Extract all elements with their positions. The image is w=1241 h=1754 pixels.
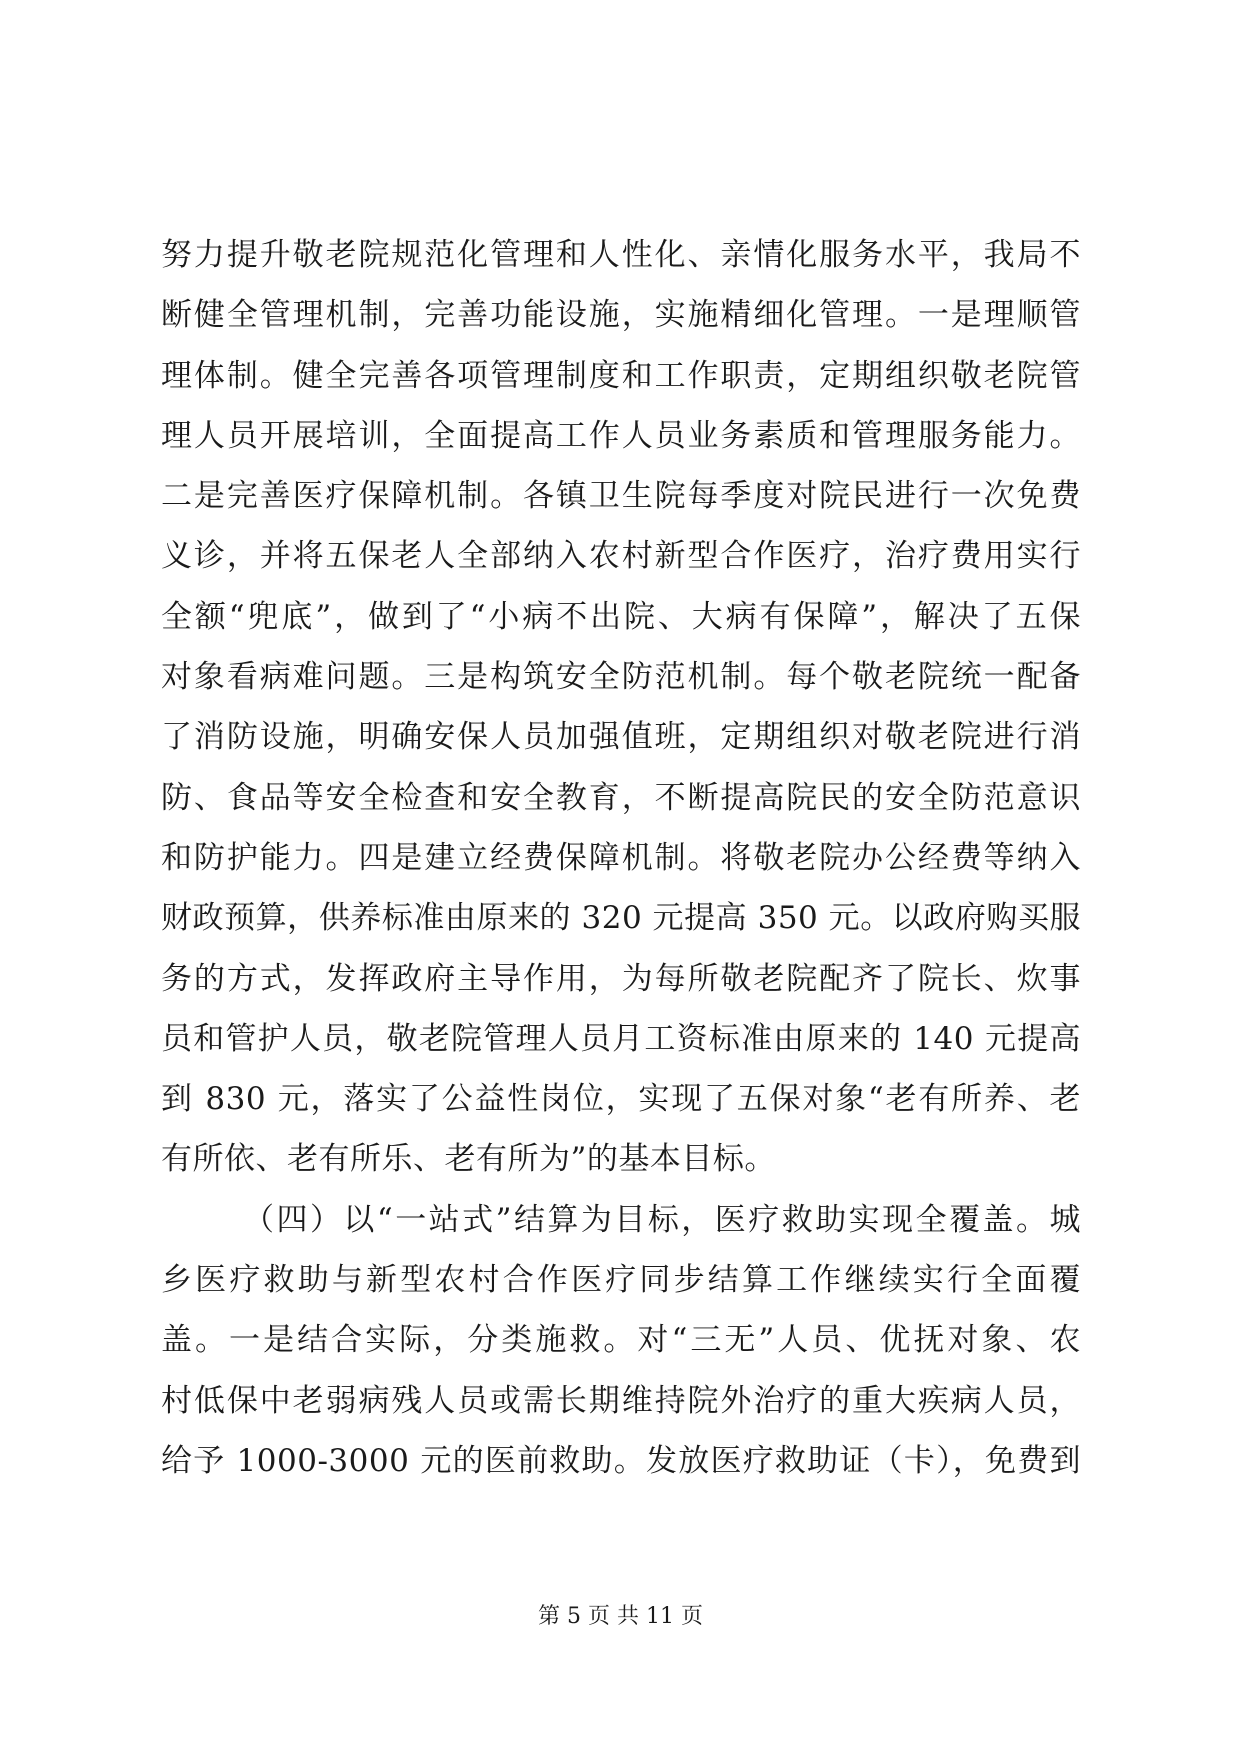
paragraph-last-line: 有所依、老有所乐、老有所为”的基本目标。 — [161, 1141, 776, 1178]
text-line: 乡医疗救助与新型农村合作医疗同步结算工作继续实行全面覆 — [161, 1262, 1081, 1299]
text-line: 盖。一是结合实际，分类施救。对“三无”人员、优抚对象、农 — [161, 1322, 1081, 1359]
text-line: 防、食品等安全检查和安全教育，不断提高院民的安全防范意识 — [161, 779, 1081, 816]
text-line: 努力提升敬老院规范化管理和人性化、亲情化服务水平，我局不 — [161, 237, 1081, 273]
text-line: 义诊，并将五保老人全部纳入农村新型合作医疗，治疗费用实行 — [161, 538, 1081, 575]
text-line: 二是完善医疗保障机制。各镇卫生院每季度对院民进行一次免费 — [161, 478, 1081, 515]
text-line: 断健全管理机制，完善功能设施，实施精细化管理。一是理顺管 — [161, 297, 1081, 334]
text-line: 理人员开展培训，全面提高工作人员业务素质和管理服务能力。 — [161, 417, 1081, 454]
text-line: 对象看病难问题。三是构筑安全防范机制。每个敬老院统一配备 — [161, 659, 1081, 696]
text-line: 员和管护人员，敬老院管理人员月工资标准由原来的 140 元提高 — [161, 1020, 1081, 1057]
section-heading-line: （四）以“一站式”结算为目标，医疗救助实现全覆盖。城 — [243, 1201, 1081, 1238]
text-line: 了消防设施，明确安保人员加强值班，定期组织对敬老院进行消 — [161, 719, 1081, 756]
text-line: 务的方式，发挥政府主导作用，为每所敬老院配齐了院长、炊事 — [161, 960, 1081, 997]
text-line: 财政预算，供养标准由原来的 320 元提高 350 元。以政府购买服 — [161, 900, 1081, 937]
text-line: 到 830 元，落实了公益性岗位，实现了五保对象“老有所养、老 — [161, 1081, 1081, 1118]
text-line: 给予 1000-3000 元的医前救助。发放医疗救助证（卡），免费到 — [161, 1442, 1081, 1479]
document-body — [161, 232, 1081, 1498]
text-line: 理体制。健全完善各项管理制度和工作职责，定期组织敬老院管 — [161, 357, 1081, 394]
text-line: 全额“兜底”，做到了“小病不出院、大病有保障”，解决了五保 — [161, 598, 1081, 635]
text-line: 村低保中老弱病残人员或需长期维持院外治疗的重大疾病人员， — [161, 1382, 1081, 1419]
text-line: 和防护能力。四是建立经费保障机制。将敬老院办公经费等纳入 — [161, 839, 1081, 876]
page-number-footer: 第 5 页 共 11 页 — [538, 1604, 703, 1629]
